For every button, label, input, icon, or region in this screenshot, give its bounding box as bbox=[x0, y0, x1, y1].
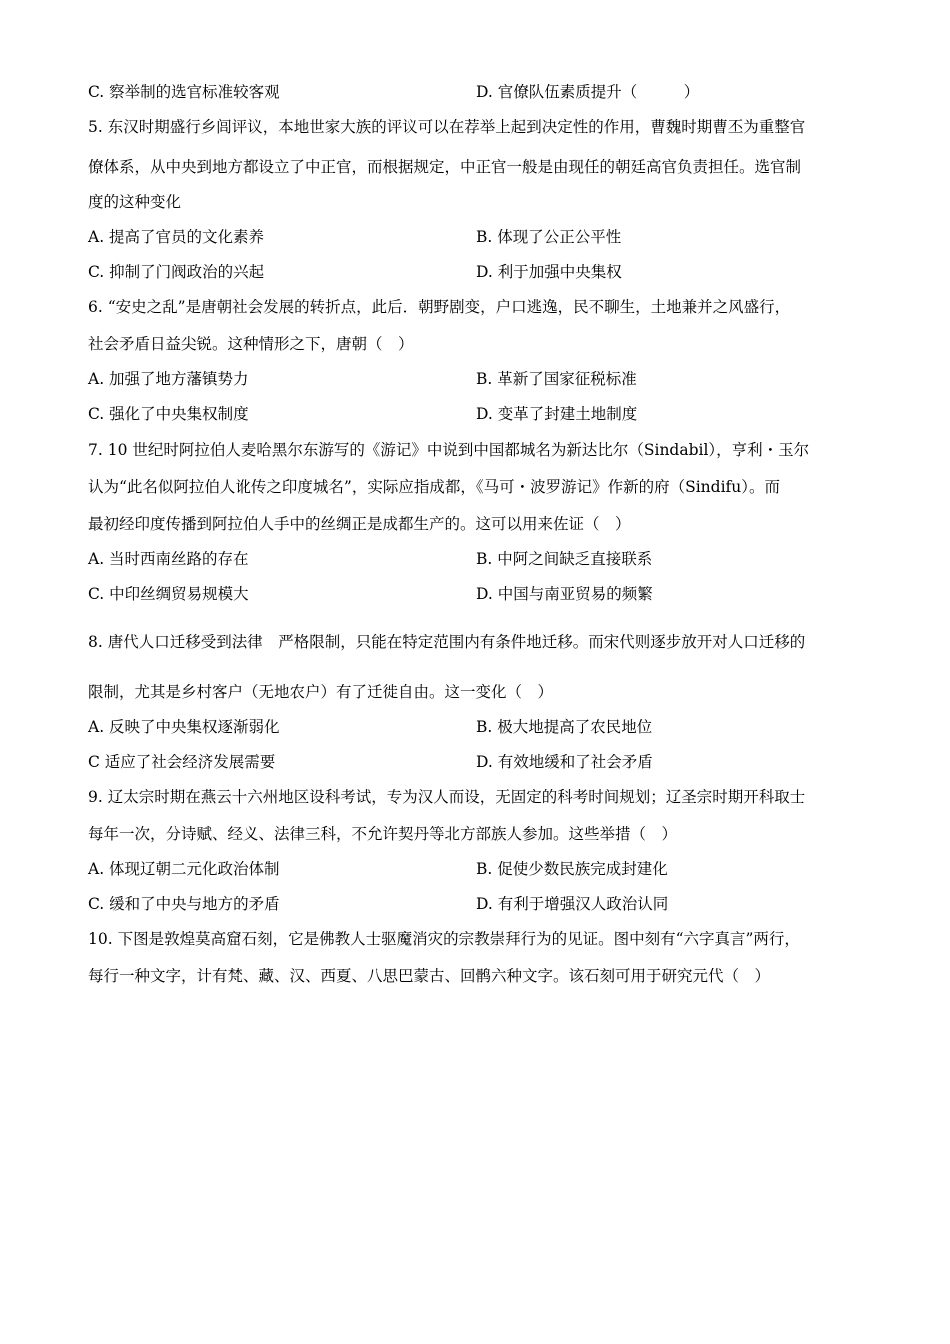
q7-stem-line-1: 7. 10 世纪时阿拉伯人麦哈黑尔东游写的《游记》中说到中国都城名为新达比尔（Sindabil），亨利・玉尔 bbox=[88, 441, 810, 459]
q8-stem-line-1: 8. 唐代人口迁移受到法律 严格限制，只能在特定范围内有条件地迁移。而宋代则逐步放开对人口迁移的 bbox=[88, 633, 806, 651]
q4-option-d: D. 官僚队伍素质提升（ ） bbox=[476, 83, 700, 101]
q8-option-c: C 适应了社会经济发展需要 bbox=[88, 753, 276, 771]
q9-stem-line-2: 每年一次，分诗赋、经义、法律三科，不允许契丹等北方部族人参加。这些举措（ ） bbox=[88, 825, 678, 843]
q6-option-c: C. 强化了中央集权制度 bbox=[88, 405, 249, 423]
q9-option-b: B. 促使少数民族完成封建化 bbox=[476, 860, 668, 878]
q10-stem-line-2: 每行一种文字，计有梵、藏、汉、西夏、八思巴蒙古、回鹘六种文字。该石刻可用于研究元代（ ） bbox=[88, 967, 771, 985]
q7-option-d: D. 中国与南亚贸易的频繁 bbox=[476, 585, 653, 603]
q8-stem-line-2: 限制，尤其是乡村客户（无地农户）有了迁徙自由。这一变化（ ） bbox=[88, 683, 554, 701]
q6-option-d: D. 变革了封建土地制度 bbox=[476, 405, 638, 423]
q5-option-b: B. 体现了公正公平性 bbox=[476, 228, 622, 246]
q6-stem-line-1: 6. “安史之乱”是唐朝社会发展的转折点，此后．朝野剧变，户口逃逸，民不聊生，土地兼并之风盛行， bbox=[88, 298, 791, 316]
q6-option-a: A. 加强了地方藩镇势力 bbox=[88, 370, 249, 388]
q5-stem-line-2: 僚体系，从中央到地方都设立了中正官，而根据规定，中正官一般是由现任的朝廷高官负责担任。选官制 bbox=[88, 158, 802, 176]
q4-option-c: C. 察举制的选官标准较客观 bbox=[88, 83, 280, 101]
q7-option-b: B. 中阿之间缺乏直接联系 bbox=[476, 550, 653, 568]
q10-stem-line-1: 10. 下图是敦煌莫高窟石刻，它是佛教人士驱魔消灾的宗教崇拜行为的见证。图中刻有“六字真言”两行， bbox=[88, 930, 800, 948]
q8-option-a: A. 反映了中央集权逐渐弱化 bbox=[88, 718, 280, 736]
q5-option-d: D. 利于加强中央集权 bbox=[476, 263, 622, 281]
q5-stem-line-3: 度的这种变化 bbox=[88, 193, 182, 211]
q5-option-c: C. 抑制了门阀政治的兴起 bbox=[88, 263, 265, 281]
q8-option-d: D. 有效地缓和了社会矛盾 bbox=[476, 753, 653, 771]
q5-stem-line-1: 5. 东汉时期盛行乡闾评议，本地世家大族的评议可以在荐举上起到决定性的作用，曹魏时期曹丕为重整官 bbox=[88, 118, 806, 136]
q9-option-d: D. 有利于增强汉人政治认同 bbox=[476, 895, 669, 913]
q6-stem-line-2: 社会矛盾日益尖锐。这种情形之下，唐朝（ ） bbox=[88, 335, 414, 353]
q7-stem-line-3: 最初经印度传播到阿拉伯人手中的丝绸正是成都生产的。这可以用来佐证（ ） bbox=[88, 515, 631, 533]
q6-option-b: B. 革新了国家征税标准 bbox=[476, 370, 637, 388]
q8-option-b: B. 极大地提高了农民地位 bbox=[476, 718, 653, 736]
q7-option-a: A. 当时西南丝路的存在 bbox=[88, 550, 249, 568]
q9-stem-line-1: 9. 辽太宗时期在燕云十六州地区设科考试，专为汉人而设，无固定的科考时间规划；辽圣宗时期开科取士 bbox=[88, 788, 806, 806]
q7-option-c: C. 中印丝绸贸易规模大 bbox=[88, 585, 249, 603]
q7-stem-line-2: 认为“此名似阿拉伯人讹传之印度城名”，实际应指成都，《马可・波罗游记》作新的府（Sindifu）。而 bbox=[88, 478, 781, 496]
q5-option-a: A. 提高了官员的文化素养 bbox=[88, 228, 265, 246]
q9-option-a: A. 体现辽朝二元化政治体制 bbox=[88, 860, 280, 878]
q9-option-c: C. 缓和了中央与地方的矛盾 bbox=[88, 895, 280, 913]
